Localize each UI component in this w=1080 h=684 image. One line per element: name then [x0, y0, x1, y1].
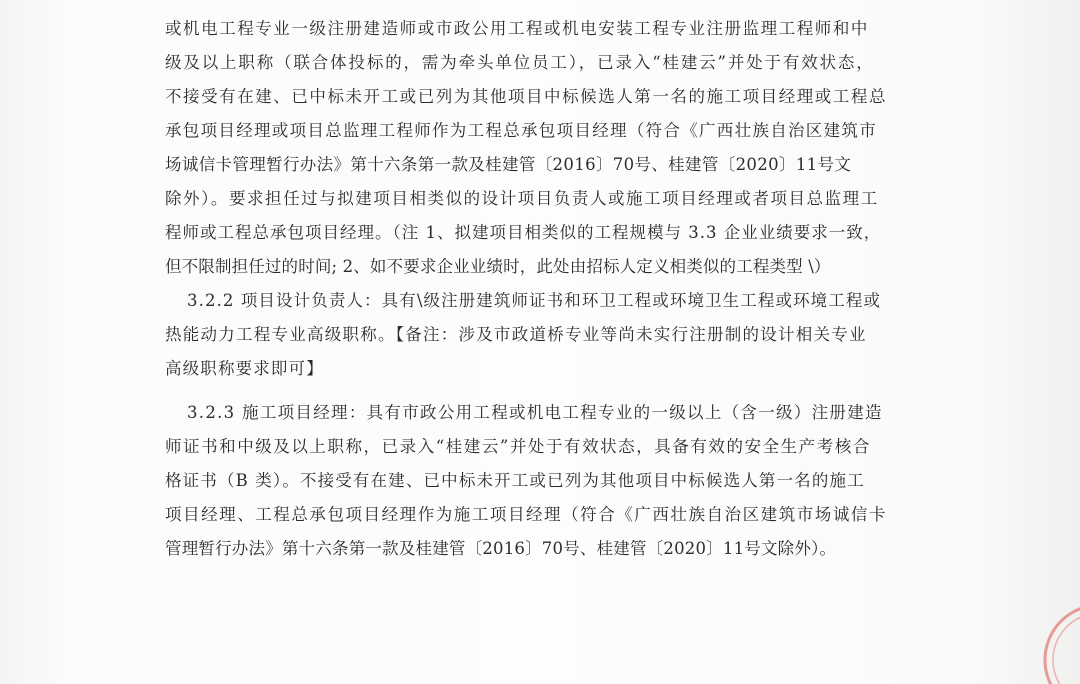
paragraph-line: 高级职称要求即可】: [165, 359, 324, 378]
paragraph-line: 格证书（B 类）。不接受有在建、已中标未开工或已列为其他项目中标候选人第一名的施工: [165, 471, 865, 490]
paragraph-line: 项目经理、工程总承包项目经理作为施工项目经理（符合《广西壮族自治区建筑市场诚信卡: [165, 505, 887, 524]
paragraph-line: 除外）。要求担任过与拟建项目相类似的设计项目负责人或施工项目经理或者项目总监理工: [165, 189, 879, 208]
paragraph-line: 级及以上职称（联合体投标的，需为牵头单位员工），已录入“桂建云”并处于有效状态，: [165, 53, 875, 72]
paragraph-line: 师证书和中级及以上职称，已录入“桂建云”并处于有效状态，具备有效的安全生产考核合: [165, 437, 871, 456]
paragraph-line: 热能动力工程专业高级职称。【备注：涉及市政道桥专业等尚未实行注册制的设计相关专业: [165, 325, 867, 344]
document-body: [165, 12, 895, 566]
paragraph-line: 不接受有在建、已中标未开工或已列为其他项目中标候选人第一名的施工项目经理或工程总: [165, 87, 887, 106]
section-3-2-2-heading-line: 3.2.2 项目设计负责人：具有\级注册建筑师证书和环卫工程或环境卫生工程或环境工程或: [187, 291, 882, 310]
paragraph-line: 但不限制担任过的时间; 2、如不要求企业业绩时，此处由招标人定义相类似的工程类型 \）: [165, 257, 831, 276]
paragraph-line: 程师或工程总承包项目经理。（注 1、拟建项目相类似的工程规模与 3.3 企业业绩要求一致，: [165, 223, 882, 242]
paragraph-line: 管理暂行办法》第十六条第一款及桂建管〔2016〕70号、桂建管〔2020〕11号文除外）。: [165, 539, 837, 558]
section-3-2-3-heading-line: 3.2.3 施工项目经理：具有市政公用工程或机电工程专业的一级以上（含一级）注册建造: [187, 403, 883, 422]
red-stamp-fragment: [1030, 600, 1080, 684]
paragraph-line: 或机电工程专业一级注册建造师或市政公用工程或机电安装工程专业注册监理工程师和中: [165, 19, 869, 38]
paragraph-line: 场诚信卡管理暂行办法》第十六条第一款及桂建管〔2016〕70号、桂建管〔2020〕11号文: [165, 155, 852, 174]
paragraph-line: 承包项目经理或项目总监理工程师作为工程总承包项目经理（符合《广西壮族自治区建筑市: [165, 121, 877, 140]
